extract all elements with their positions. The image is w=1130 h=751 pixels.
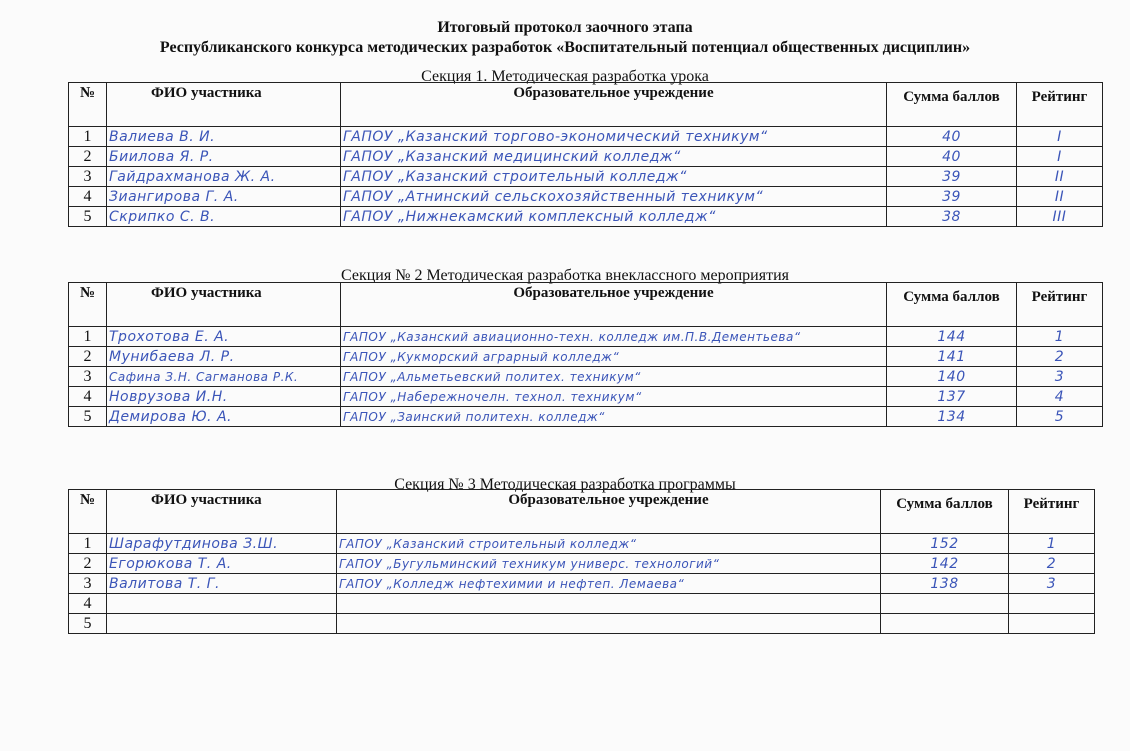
row-number: 5 [69, 614, 107, 634]
col-num-header: № [69, 83, 107, 127]
rating: 2 [1009, 554, 1095, 574]
section-3-table [68, 489, 1095, 634]
col-org-header: Образовательное учреждение [341, 83, 887, 127]
rating: I [1017, 147, 1103, 167]
col-fio-header: ФИО участника [107, 283, 341, 327]
participant-name: Зиангирова Г. А. [107, 187, 341, 207]
participant-name: Трохотова Е. А. [107, 327, 341, 347]
col-score-header: Сумма баллов [881, 490, 1009, 534]
institution: ГАПОУ „Кукморский аграрный колледж“ [341, 347, 887, 367]
col-score-header: Сумма баллов [887, 283, 1017, 327]
table-row [69, 387, 1103, 407]
section-1-title: Секция 1. Методическая разработка урока [421, 68, 709, 85]
row-number: 3 [69, 167, 107, 187]
col-rating-header: Рейтинг [1009, 490, 1095, 534]
score: 38 [887, 207, 1017, 227]
institution: ГАПОУ „Казанский строительный колледж“ [337, 534, 881, 554]
col-num-header: № [69, 283, 107, 327]
table-row [69, 127, 1103, 147]
rating: 1 [1009, 534, 1095, 554]
document-subtitle: Республиканского конкурса методических разработок «Воспитательный потенциал общественных дисциплин» [159, 39, 971, 56]
institution: ГАПОУ „Альметьевский политех. техникум“ [341, 367, 887, 387]
table-row [69, 554, 1095, 574]
table-row [69, 207, 1103, 227]
score [881, 614, 1009, 634]
score: 144 [887, 327, 1017, 347]
section-2-table [68, 282, 1103, 427]
participant-name: Валиева В. И. [107, 127, 341, 147]
institution: ГАПОУ „Казанский строительный колледж“ [341, 167, 887, 187]
section-3-title: Секция № 3 Методическая разработка программы [394, 476, 736, 493]
col-org-header: Образовательное учреждение [337, 490, 881, 534]
score: 152 [881, 534, 1009, 554]
rating: III [1017, 207, 1103, 227]
score: 40 [887, 147, 1017, 167]
rating: 3 [1009, 574, 1095, 594]
institution: ГАПОУ „Казанский авиационно-техн. колледж им.П.В.Дементьева“ [341, 327, 887, 347]
row-number: 3 [69, 574, 107, 594]
institution: ГАПОУ „Атнинский сельскохозяйственный техникум“ [341, 187, 887, 207]
row-number: 4 [69, 594, 107, 614]
table-header-row [69, 83, 1103, 127]
table-row [69, 187, 1103, 207]
row-number: 1 [69, 534, 107, 554]
institution: ГАПОУ „Казанский медицинский колледж“ [341, 147, 887, 167]
institution: ГАПОУ „Казанский торгово-экономический техникум“ [341, 127, 887, 147]
institution [337, 594, 881, 614]
section-2-title: Секция № 2 Методическая разработка внеклассного мероприятия [341, 267, 789, 284]
row-number: 1 [69, 127, 107, 147]
participant-name: Сафина З.Н. Сагманова Р.К. [107, 367, 341, 387]
participant-name: Новрузова И.Н. [107, 387, 341, 407]
score [881, 594, 1009, 614]
col-num-header: № [69, 490, 107, 534]
table-row [69, 407, 1103, 427]
document-header [0, 18, 1130, 58]
rating: 4 [1017, 387, 1103, 407]
score: 137 [887, 387, 1017, 407]
participant-name: Демирова Ю. А. [107, 407, 341, 427]
table-row [69, 614, 1095, 634]
table-row [69, 594, 1095, 614]
rating: II [1017, 187, 1103, 207]
table-row [69, 147, 1103, 167]
table-header-row [69, 490, 1095, 534]
score: 141 [887, 347, 1017, 367]
participant-name: Мунибаева Л. Р. [107, 347, 341, 367]
score: 39 [887, 167, 1017, 187]
participant-name [107, 594, 337, 614]
rating: II [1017, 167, 1103, 187]
score: 142 [881, 554, 1009, 574]
participant-name: Скрипко С. В. [107, 207, 341, 227]
row-number: 4 [69, 187, 107, 207]
score: 140 [887, 367, 1017, 387]
row-number: 2 [69, 347, 107, 367]
institution: ГАПОУ „Набережночелн. технол. техникум“ [341, 387, 887, 407]
row-number: 3 [69, 367, 107, 387]
col-score-header: Сумма баллов [887, 83, 1017, 127]
section-1-table [68, 82, 1103, 227]
table-row [69, 347, 1103, 367]
score: 40 [887, 127, 1017, 147]
participant-name: Валитова Т. Г. [107, 574, 337, 594]
rating: 3 [1017, 367, 1103, 387]
institution: ГАПОУ „Колледж нефтехимии и нефтеп. Лемаева“ [337, 574, 881, 594]
table-header-row [69, 283, 1103, 327]
institution: ГАПОУ „Бугульминский техникум универс. технологий“ [337, 554, 881, 574]
rating: 2 [1017, 347, 1103, 367]
col-rating-header: Рейтинг [1017, 83, 1103, 127]
participant-name [107, 614, 337, 634]
rating: 1 [1017, 327, 1103, 347]
row-number: 5 [69, 407, 107, 427]
table-row [69, 327, 1103, 347]
institution [337, 614, 881, 634]
table-row [69, 574, 1095, 594]
participant-name: Биилова Я. Р. [107, 147, 341, 167]
participant-name: Егорюкова Т. А. [107, 554, 337, 574]
institution: ГАПОУ „Заинский политехн. колледж“ [341, 407, 887, 427]
row-number: 1 [69, 327, 107, 347]
participant-name: Гайдрахманова Ж. А. [107, 167, 341, 187]
col-fio-header: ФИО участника [107, 490, 337, 534]
row-number: 2 [69, 147, 107, 167]
row-number: 2 [69, 554, 107, 574]
score: 39 [887, 187, 1017, 207]
table-row [69, 167, 1103, 187]
col-rating-header: Рейтинг [1017, 283, 1103, 327]
table-row [69, 534, 1095, 554]
institution: ГАПОУ „Нижнекамский комплексный колледж“ [341, 207, 887, 227]
document-title: Итоговый протокол заочного этапа [437, 19, 693, 36]
score: 134 [887, 407, 1017, 427]
col-fio-header: ФИО участника [107, 83, 341, 127]
col-org-header: Образовательное учреждение [341, 283, 887, 327]
table-row [69, 367, 1103, 387]
row-number: 5 [69, 207, 107, 227]
score: 138 [881, 574, 1009, 594]
rating [1009, 614, 1095, 634]
row-number: 4 [69, 387, 107, 407]
participant-name: Шарафутдинова З.Ш. [107, 534, 337, 554]
rating [1009, 594, 1095, 614]
rating: I [1017, 127, 1103, 147]
rating: 5 [1017, 407, 1103, 427]
